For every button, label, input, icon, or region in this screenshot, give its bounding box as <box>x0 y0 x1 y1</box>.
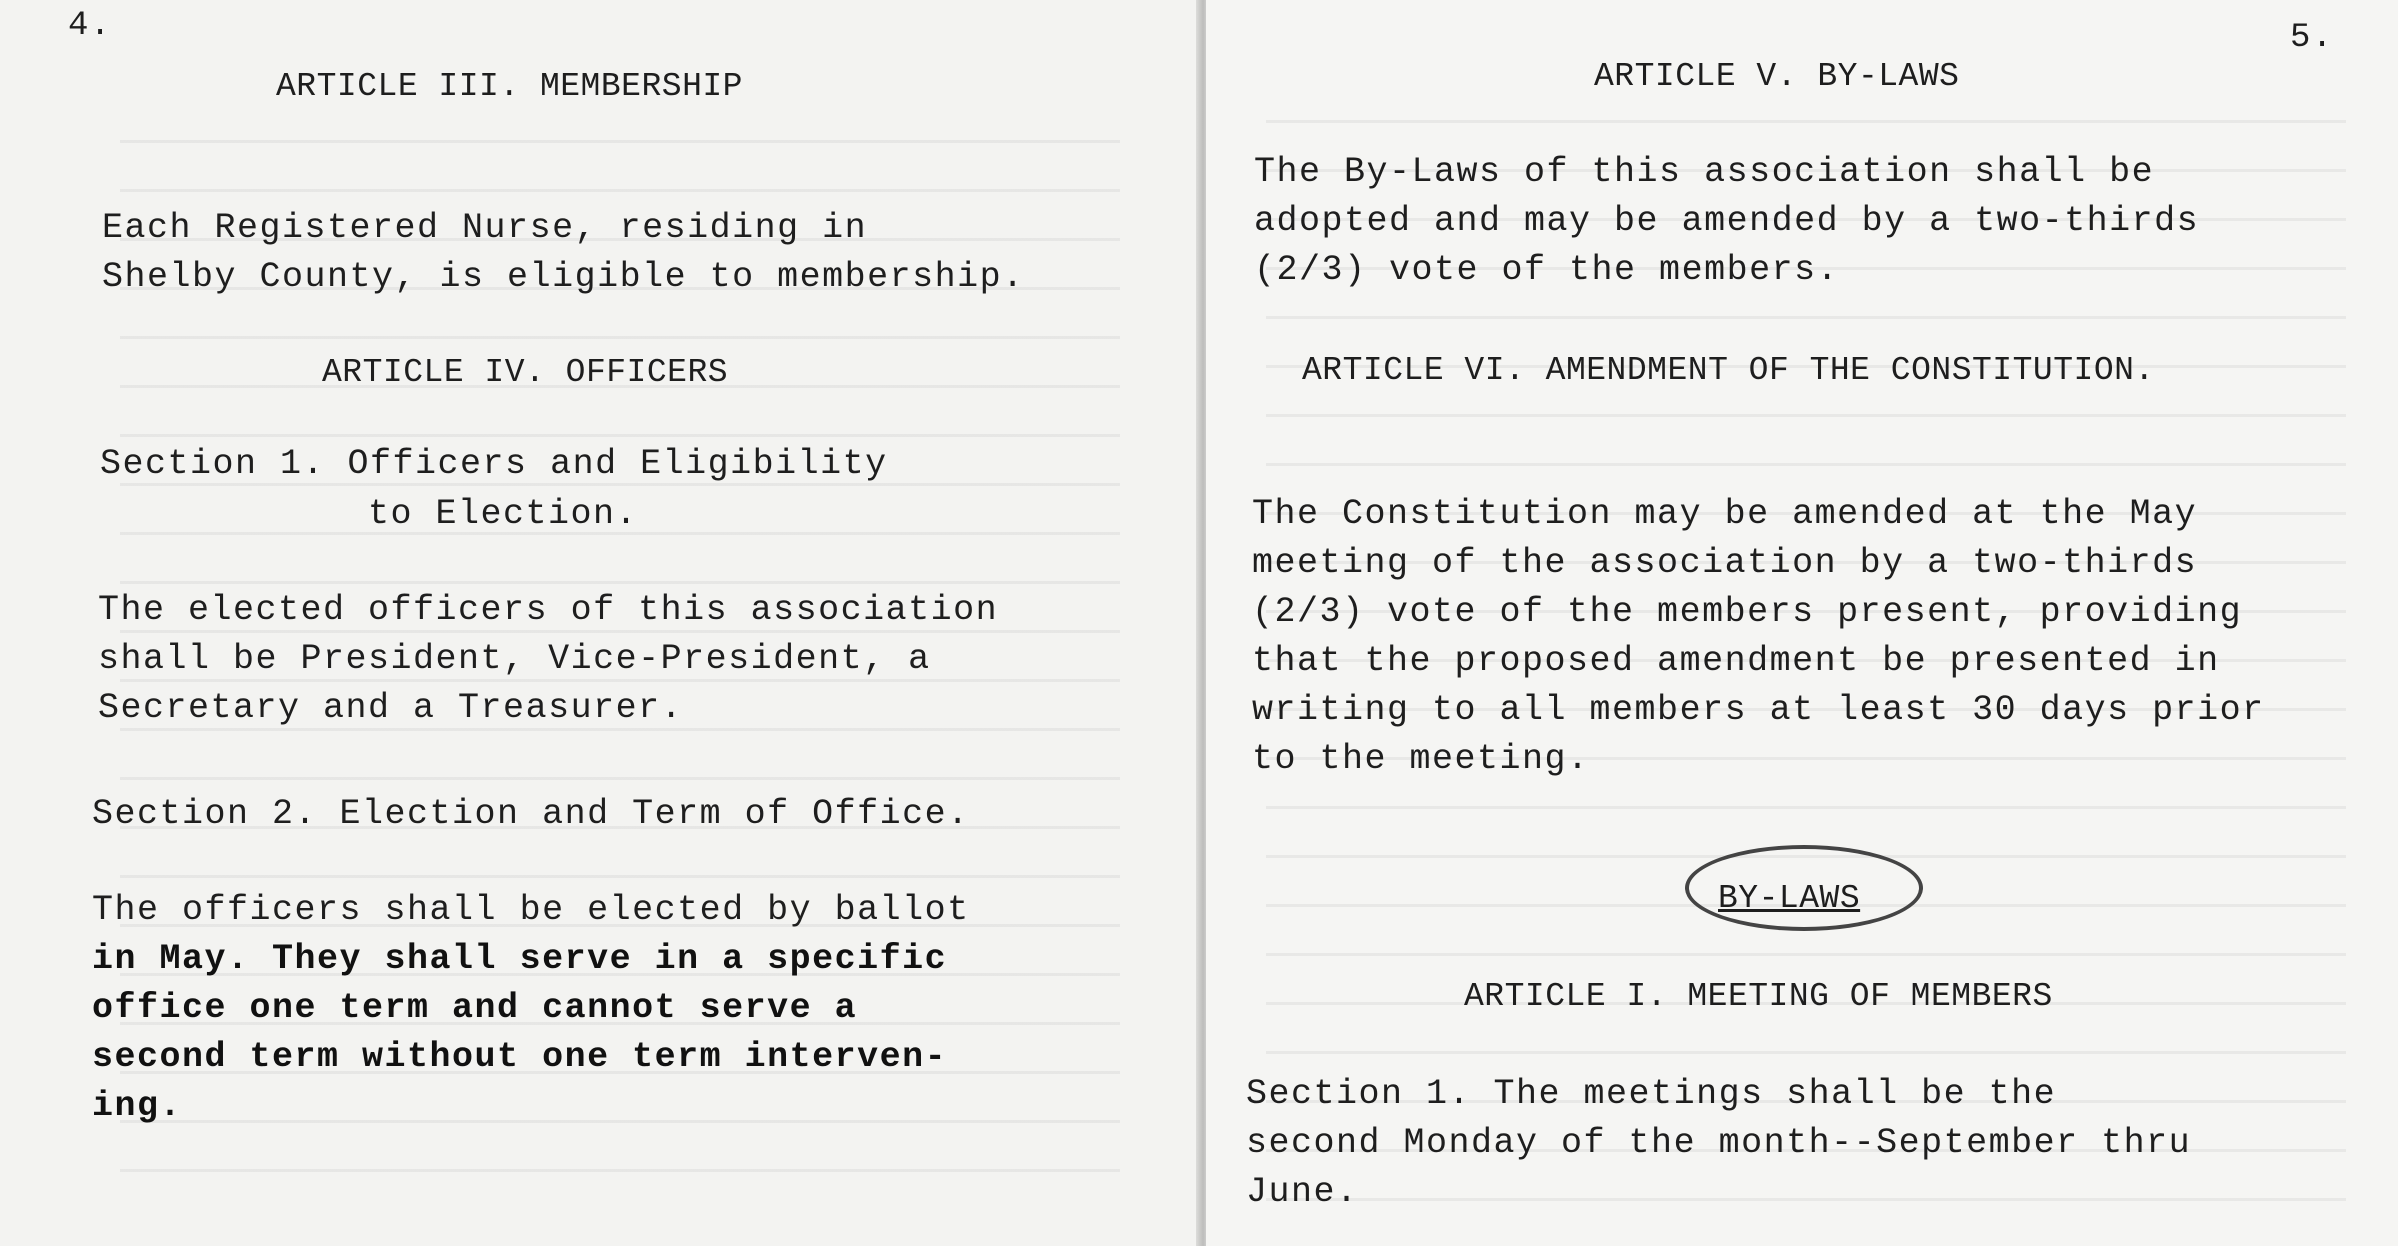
article-5-body <box>1254 148 2199 295</box>
text-line: (2/3) vote of the members present, providing <box>1252 592 2243 632</box>
hand-drawn-circle <box>1685 845 1923 931</box>
text-line: Section 1. The meetings shall be the <box>1246 1074 2057 1114</box>
right-page <box>1206 0 2398 1246</box>
section-1-body <box>98 586 998 733</box>
section-1-heading-line-2: to Election. <box>368 494 639 534</box>
text-line: The By-Laws of this association shall be <box>1254 152 2155 192</box>
text-line: ing. <box>92 1086 183 1126</box>
text-line: The elected officers of this association <box>98 590 999 630</box>
text-line: Secretary and a Treasurer. <box>98 688 684 728</box>
text-line: second Monday of the month--September thru <box>1246 1123 2192 1163</box>
text-line: to the meeting. <box>1252 739 1590 779</box>
text-line: writing to all members at least 30 days prior <box>1252 690 2265 730</box>
page-number: 4. <box>68 7 112 45</box>
article-3-heading: ARTICLE III. MEMBERSHIP <box>276 68 743 105</box>
text-line: shall be President, Vice-President, a <box>98 639 931 679</box>
text-line: meeting of the association by a two-thirds <box>1252 543 2198 583</box>
bylaws-title: BY-LAWS <box>1718 880 1861 917</box>
article-6-body <box>1252 490 2265 784</box>
text-line: (2/3) vote of the members. <box>1254 250 1840 290</box>
article-4-heading: ARTICLE IV. OFFICERS <box>322 354 729 391</box>
text-line: June. <box>1246 1172 1359 1212</box>
text-line: Each Registered Nurse, residing in <box>102 208 868 248</box>
text-line: Shelby County, is eligible to membership. <box>102 257 1025 297</box>
page-number: 5. <box>2290 19 2334 57</box>
bylaws-article-1-heading: ARTICLE I. MEETING OF MEMBERS <box>1464 978 2053 1015</box>
text-line: second term without one term interven- <box>92 1037 948 1077</box>
bylaws-section-1-body <box>1246 1070 2191 1217</box>
text-line: The officers shall be elected by ballot <box>92 890 970 930</box>
text-line: office one term and cannot serve a <box>92 988 858 1028</box>
section-2-body <box>92 886 970 1131</box>
text-line: adopted and may be amended by a two-thirds <box>1254 201 2200 241</box>
text-line: in May. They shall serve in a specific <box>92 939 948 979</box>
article-5-heading: ARTICLE V. BY-LAWS <box>1594 58 1960 95</box>
section-2-heading: Section 2. Election and Term of Office. <box>92 794 970 834</box>
article-6-heading: ARTICLE VI. AMENDMENT OF THE CONSTITUTION. <box>1302 352 2155 389</box>
article-3-body <box>102 204 1025 302</box>
text-line: that the proposed amendment be presented in <box>1252 641 2220 681</box>
text-line: The Constitution may be amended at the May <box>1252 494 2198 534</box>
section-1-heading-line-1: Section 1. Officers and Eligibility <box>100 444 888 484</box>
